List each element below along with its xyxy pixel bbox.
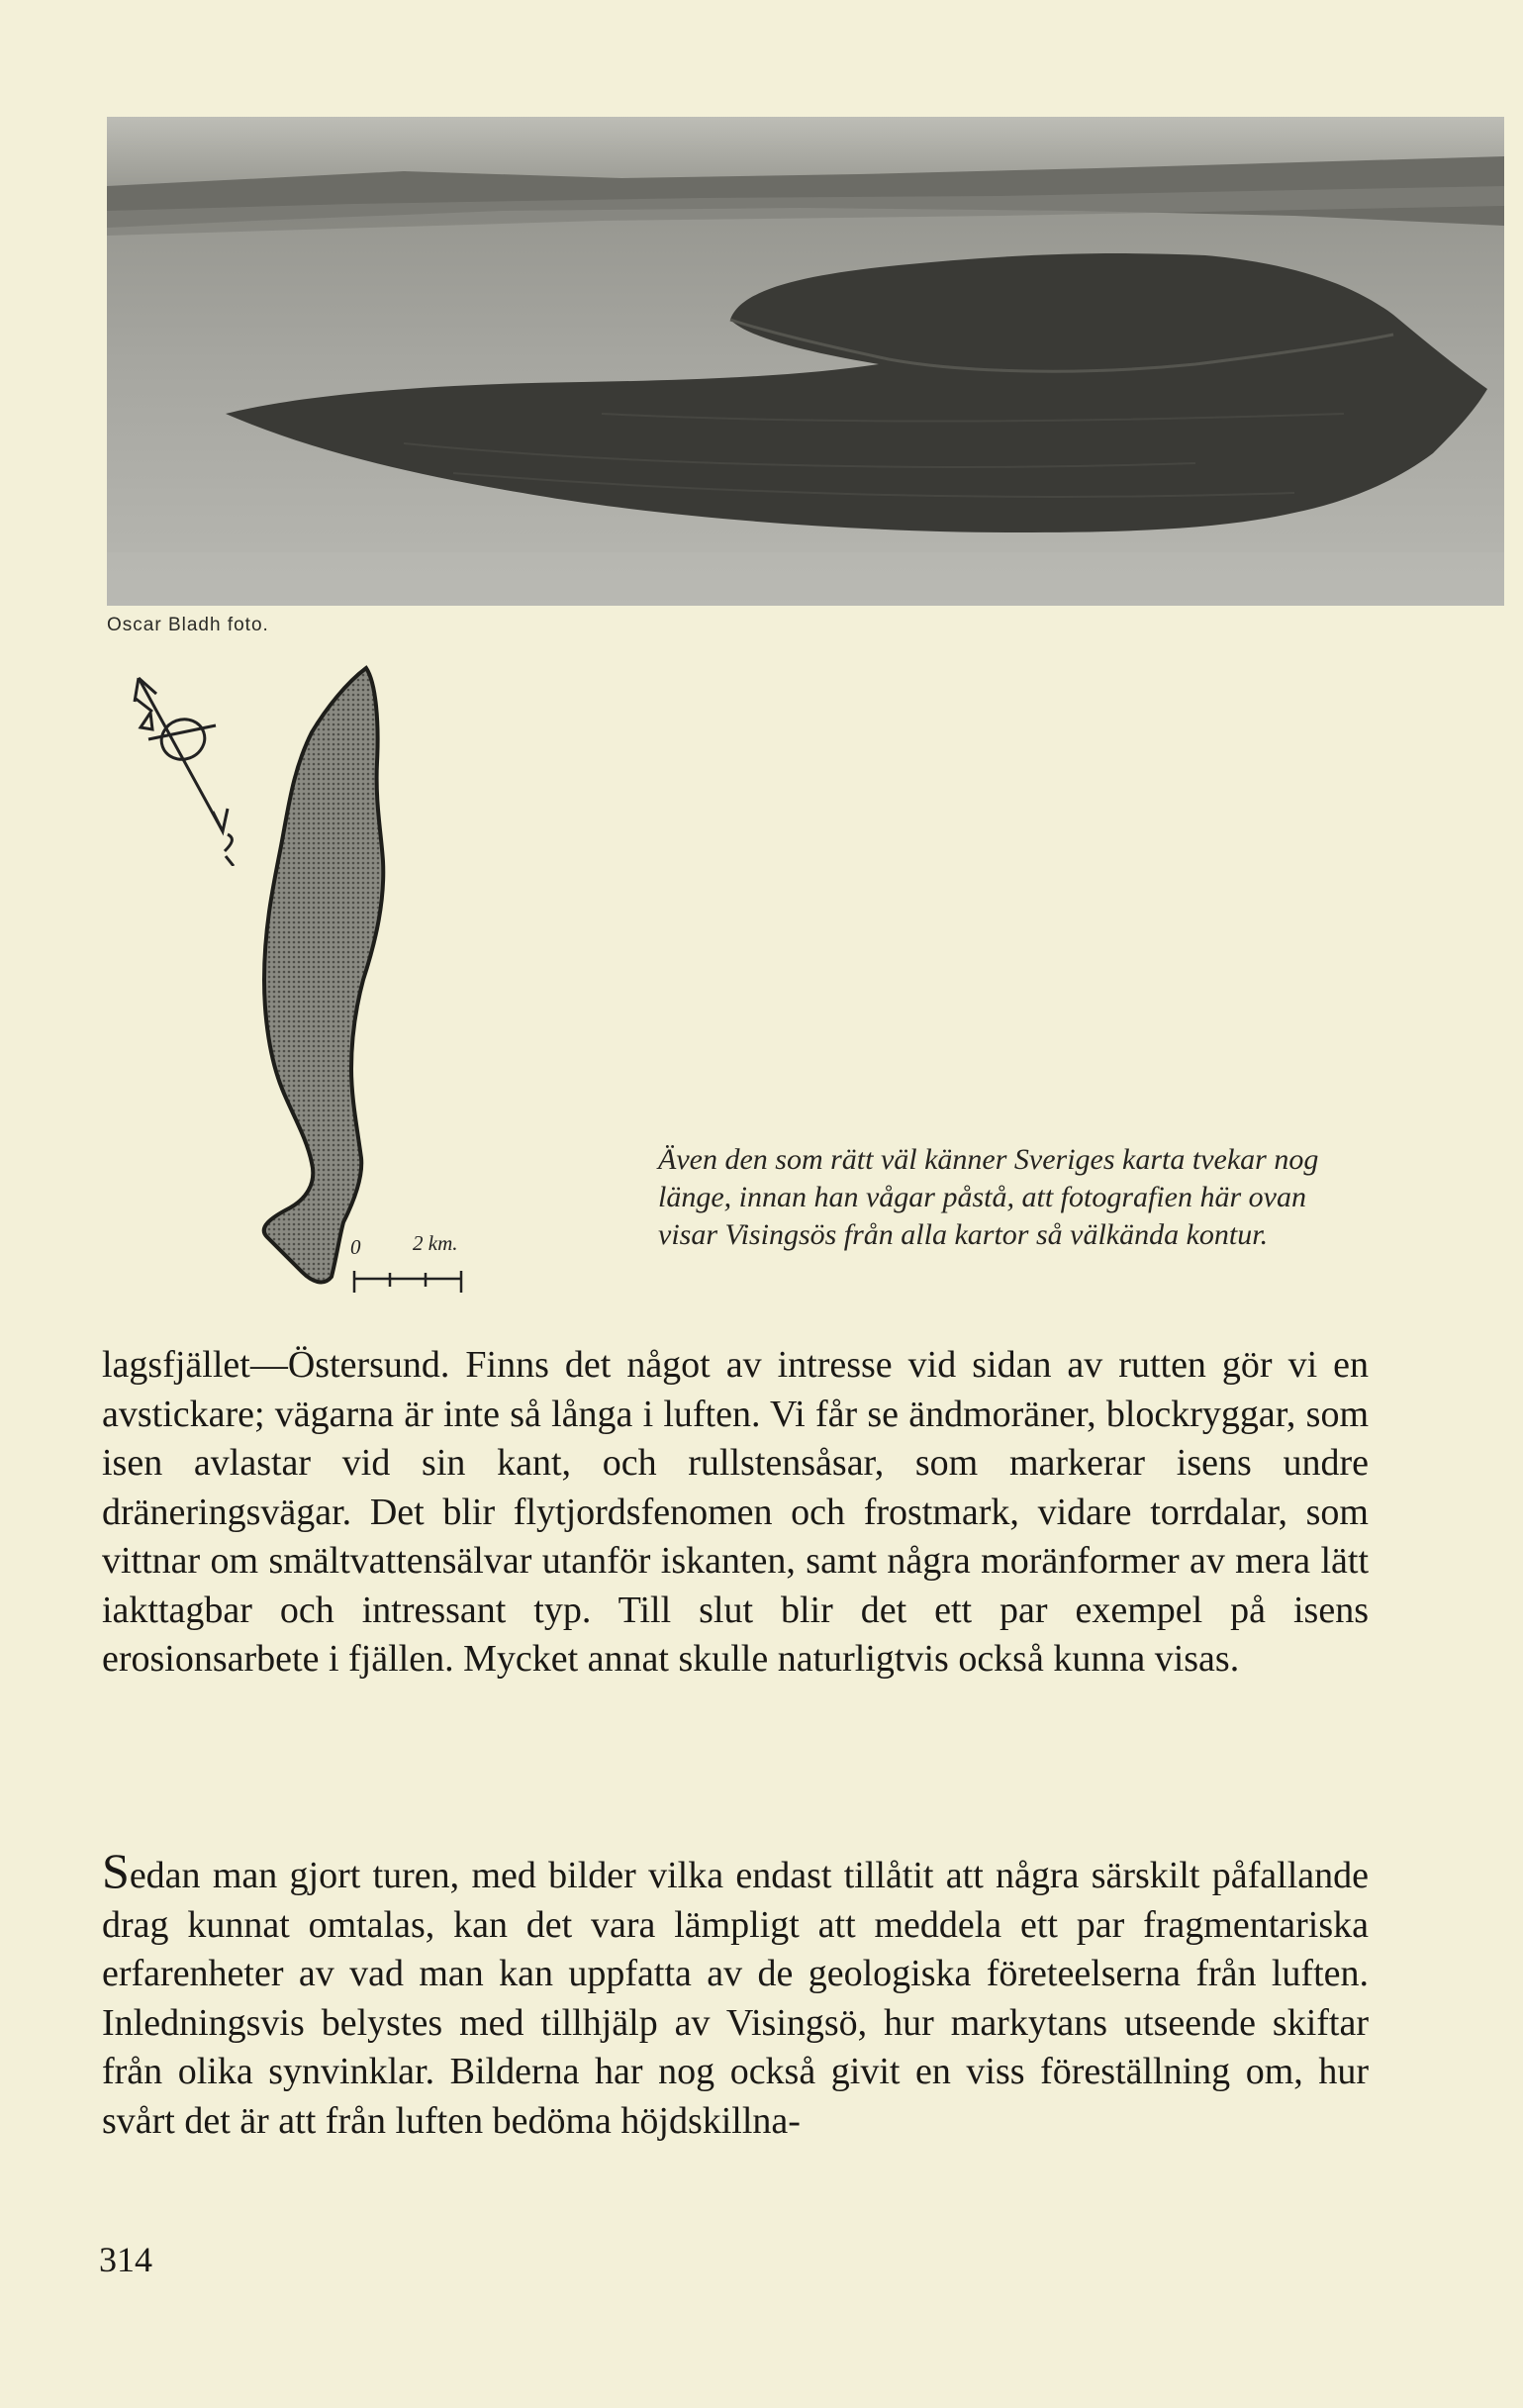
compass-icon — [129, 668, 267, 870]
map-scale-bar — [346, 1231, 485, 1304]
photo-credit: Oscar Bladh foto. — [107, 615, 269, 635]
paragraph-initial: S — [102, 1843, 130, 1898]
paragraph-text: edan man gjort turen, med bilder vilka endast tillåtit att några särskilt påfallande drag kunnat omtalas, kan det vara lämpligt att meddela ett par fragmentariska erfarenheter av vad man kan uppfatta av de geologiska företeelserna från luften. Inledningsvis belystes med tillhjälp av Visingsö, hur markytans utseende skiftar från olika synvinklar. Bilderna har nog också givit en viss föreställning om, hur svårt det är att från luften bedöma höjdskillna- — [102, 1855, 1369, 2142]
scale-km-label: 2 km. — [413, 1231, 458, 1255]
paragraph-text: lagsfjället—Östersund. Finns det något av intresse vid sidan av rutten gör vi en avstickare; vägarna är inte så långa i luften. Vi får se ändmoräner, blockryggar, som isen avlastar vid sin kant, och rullstensåsar, som markerar isens undre dräneringsvägar. Det blir flytjordsfenomen och frostmark, vidare torrdalar, som vittnar om smältvattensälvar utanför iskanten, samt några moränformer av mera lätt iakttagbar och intressant typ. Till slut blir det ett par exempel på isens erosionsarbete i fjällen. Mycket annat skulle naturligtvis också kunna visas. — [102, 1344, 1369, 1680]
island-map — [252, 663, 470, 1300]
body-paragraph — [102, 1843, 1369, 2146]
page-number: 314 — [99, 2240, 152, 2279]
figure-caption: Även den som rätt väl känner Sveriges karta tvekar nog länge, innan han vågar påstå, att fotografien här ovan visar Visingsös från alla kartor så välkända kontur. — [658, 1143, 1319, 1251]
scale-zero-label: 0 — [350, 1235, 361, 1259]
aerial-photo — [107, 117, 1504, 606]
body-paragraph — [102, 1341, 1369, 1685]
